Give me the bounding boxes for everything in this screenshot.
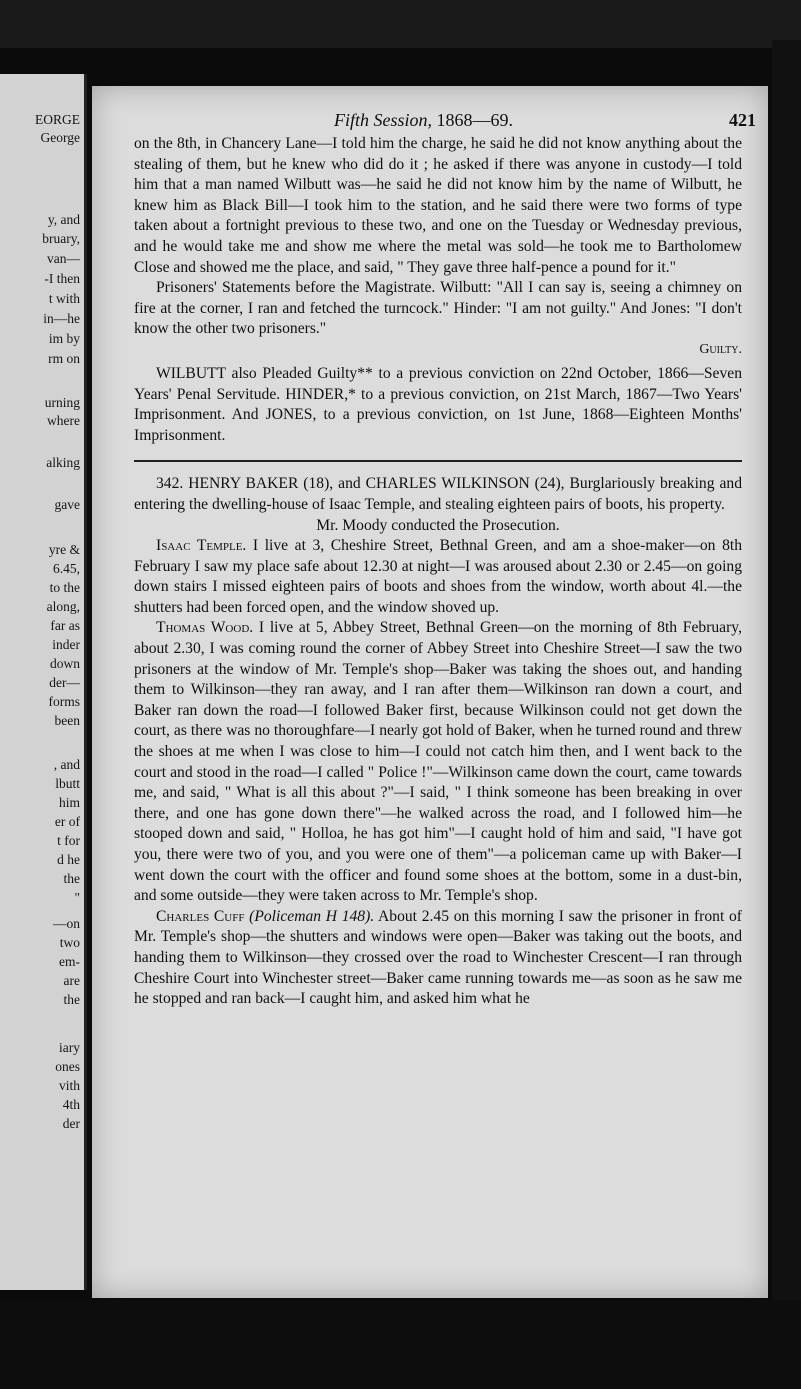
facing-page-line: been bbox=[54, 713, 80, 728]
facing-page-line: der bbox=[62, 1116, 80, 1131]
document-page bbox=[92, 86, 768, 1298]
case-341-testimony-continued: on the 8th, in Chancery Lane—I told him the charge, he said he did not know anything about the stealing of them, but he knew who did do it ; he asked if there was anyone in custody—I told him that a man named Wilbutt was—he said he did not know him by the name of Wilbutt, he knew him as Black Bill—I took him to the station, and he said there were two forms of type taken about a fortnight previous to these two, and one on the Tuesday or Wednesday previous, and he would take me and show me where the metal was sold—he took me to Bartholomew Close and showed me the place, and said, " They gave three half-pence a pound for it." bbox=[134, 135, 742, 276]
scan-border-bottom bbox=[0, 1300, 801, 1389]
facing-page-line: im by bbox=[48, 331, 80, 346]
facing-page-line: him bbox=[58, 795, 80, 810]
facing-page-line: alking bbox=[46, 455, 80, 470]
scan-border-right bbox=[772, 40, 801, 1340]
facing-page-line: in—he bbox=[43, 311, 80, 326]
page-content bbox=[134, 96, 756, 1010]
facing-page-line: —on bbox=[53, 916, 80, 931]
testimony-charles-cuff bbox=[134, 907, 742, 1010]
facing-page-line: the bbox=[63, 871, 80, 886]
witness-text: About 2.45 on this morning I saw the prisoner in front of Mr. Temple's shop—the shutters and windows were open—Baker was taking out the boots, and handing them to Wilkinson—they crossed over the road to Winchester Crescent—I ran through Cheshire Court into Winchester street—Baker came running towards me—as soon as he saw me he stopped and ran back—I caught him, and asked him what he bbox=[134, 907, 742, 1008]
testimony-isaac-temple bbox=[134, 536, 742, 618]
testimony-thomas-wood bbox=[134, 618, 742, 906]
running-head bbox=[334, 110, 513, 131]
facing-page-line: d he bbox=[57, 852, 80, 867]
facing-page-fragment bbox=[0, 74, 87, 1290]
facing-page-line: George bbox=[40, 130, 80, 145]
facing-page-line: t for bbox=[57, 833, 80, 848]
facing-page-line: inder bbox=[52, 637, 80, 652]
facing-page-line: der— bbox=[49, 675, 80, 690]
running-head-session: Fifth Session, bbox=[334, 110, 432, 130]
facing-page-line: em- bbox=[59, 954, 80, 969]
sentence: WILBUTT also Pleaded Guilty** to a previous conviction on 22nd October, 1866—Seven Years' Penal Servitude. HINDER,* to a previous conviction, on 21st March, 1867—Two Years' Imprisonment. And JONES, to a previous conviction, on 1st June, 1868—Eighteen Months' Imprisonment. bbox=[134, 364, 742, 444]
facing-page-line: gave bbox=[54, 497, 80, 512]
witness-name: Isaac Temple. bbox=[156, 537, 247, 555]
witness-name: Thomas Wood. bbox=[156, 619, 254, 637]
witness-badge: (Policeman H 148). bbox=[244, 907, 375, 925]
facing-page-line: far as bbox=[50, 618, 80, 633]
facing-page-line: down bbox=[50, 656, 80, 671]
facing-page-line: 6.45, bbox=[53, 561, 80, 576]
facing-page-line: vith bbox=[58, 1078, 80, 1093]
facing-page-line: -I then bbox=[44, 271, 80, 286]
facing-page-line: lbutt bbox=[55, 776, 80, 791]
facing-page-line: ones bbox=[55, 1059, 80, 1074]
facing-page-line: yre & bbox=[48, 542, 80, 557]
prosecution-counsel: Mr. Moody conducted the Prosecution. bbox=[316, 516, 560, 534]
witness-text: I live at 5, Abbey Street, Bethnal Green—on the morning of 8th February, about 2.30, I was coming round the corner of Abbey Street into Cheshire Street—I saw the two prisoners at the window of Mr. Temple's shop—Baker was taking the shoes out, and handing them to Wilkinson—they ran away, and I ran after them—Wilkinson ran down a court, and Baker ran down the road—I followed Baker first, because Wilkinson could not get down the court, as there was no thoroughfare—I nearly got hold of Baker, when he turned round and threw the shoes at me when I was close to him—I could not catch him then, and I went back to the court and stood in the road—I called " Police !"—Wilkinson came down the court, came towards me, and said, " What is all this about ?"—I said, " I think someone has been breaking in over there, and one has gone down there"—he walked across the road, and I followed him—he stooped down and said, " Holloa, he has got him"—I caught hold of him and said, "I have got you, there were two of you, and you were one of them"—a policeman came up with Baker—I went down the court with the officer and found some shoes at the bottom, some in a dust-bin, and some outside—they were taken across to Mr. Temple's shop. bbox=[134, 619, 742, 905]
verdict: Guilty. bbox=[699, 341, 742, 357]
witness-name: Charles Cuff bbox=[156, 907, 245, 925]
case-divider bbox=[134, 460, 742, 462]
scan-border-top bbox=[0, 0, 801, 48]
facing-page-line: 4th bbox=[62, 1097, 80, 1112]
running-head-year: 1868—69. bbox=[432, 110, 513, 130]
facing-page-line: t with bbox=[48, 291, 80, 306]
facing-page-line: two bbox=[59, 935, 80, 950]
case-342-heading: 342. HENRY BAKER (18), and CHARLES WILKINSON (24), Burglariously breaking and entering the dwelling-house of Isaac Temple, and stealing eighteen pairs of boots, his property. bbox=[134, 475, 742, 513]
facing-page-line: van— bbox=[47, 251, 80, 266]
facing-page-line: " bbox=[74, 890, 80, 905]
witness-text: I live at 3, Cheshire Street, Bethnal Green, and am a shoe-maker—on 8th February I saw my place safe about 12.30 at night—I was aroused about 2.30 or 2.45—on going down stairs I missed eighteen pairs of boots and shoes from the window, worth about 4l.—the shutters had been forced open, and the window shoved up. bbox=[134, 537, 742, 616]
page-header bbox=[134, 96, 756, 134]
facing-page-line: er of bbox=[54, 814, 80, 829]
facing-page-line: where bbox=[47, 413, 80, 428]
facing-page-line: iary bbox=[59, 1040, 80, 1055]
facing-page-line: to the bbox=[49, 580, 80, 595]
prisoners-statements: Prisoners' Statements before the Magistrate. Wilbutt: "All I can say is, seeing a chimney on fire at the corner, I ran and fetched the turncock." Hinder: "I am not guilty." And Jones: "I don't know the other two prisoners." bbox=[134, 279, 742, 338]
facing-page-line: EORGE bbox=[35, 112, 80, 127]
facing-page-line: bruary, bbox=[42, 231, 80, 246]
facing-page-line: are bbox=[63, 973, 80, 988]
page-number: 421 bbox=[729, 110, 756, 130]
facing-page-line: y, and bbox=[47, 212, 80, 227]
facing-page-line: the bbox=[63, 992, 80, 1007]
facing-page-line: urning bbox=[44, 395, 80, 410]
facing-page-line: rm on bbox=[48, 351, 80, 366]
facing-page-line: along, bbox=[46, 599, 80, 614]
facing-page-line: , and bbox=[53, 757, 80, 772]
facing-page-line: forms bbox=[48, 694, 80, 709]
